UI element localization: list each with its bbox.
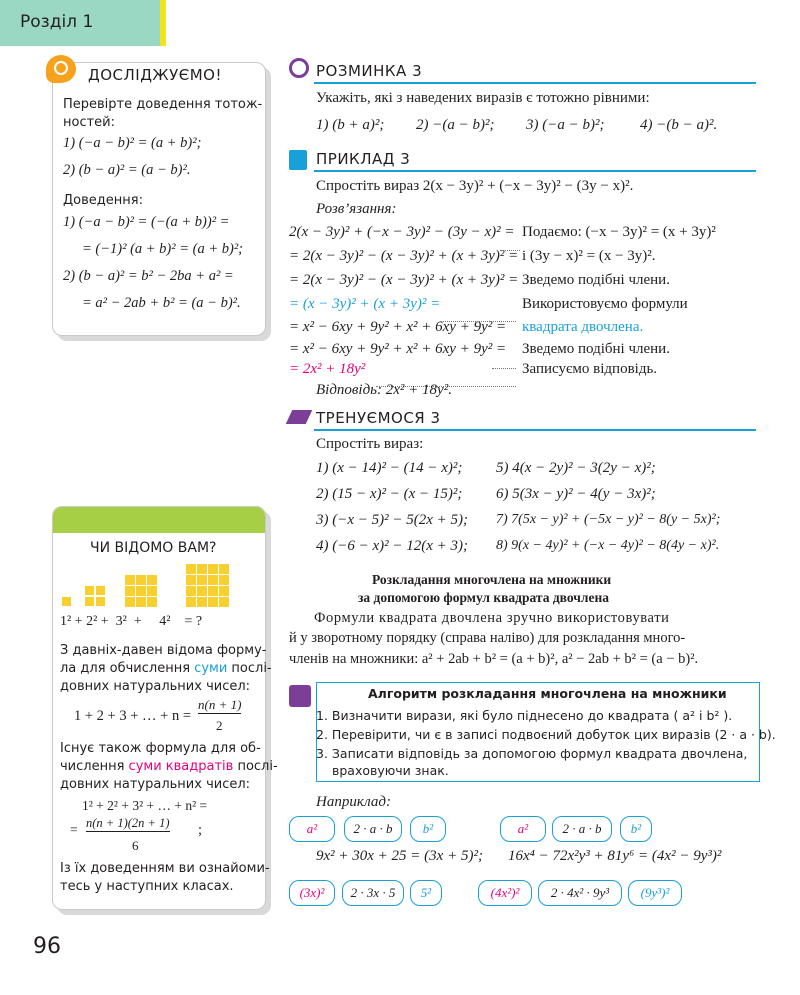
training-item-7: 7) 7(5x − y)² + (−5x − y)² − 8(y − 5x)²; — [496, 512, 721, 527]
warmup-item-2: 2) −(a − b)²; — [416, 117, 495, 133]
explore-proof-1b: = (−1)² (a + b)² = (a + b)²; — [82, 241, 244, 257]
dyk-line-3: довних натуральних чисел: — [60, 679, 251, 694]
pencil-icon — [286, 410, 313, 424]
dyk-line-6: довних натуральних чисел: — [60, 777, 251, 792]
training-item-8: 8) 9(x − 4y)² + (−x − 4y)² − 8(4y − x)². — [496, 538, 720, 553]
warmup-item-3: 3) (−a − b)²; — [526, 117, 605, 133]
solution-note-1: Подаємо: (−x − 3y)² = (x + 3y)² — [522, 224, 716, 240]
factoring-heading-1: Розкладання многочлена на множники — [372, 572, 612, 587]
sq-formula-semicolon: ; — [198, 822, 203, 838]
bubble-bottom-1b: 2 · 3x · 5 — [342, 880, 404, 906]
warmup-item-4: 4) −(b − a)². — [640, 117, 718, 133]
bubble-bottom-2c: (9y³)² — [628, 880, 682, 906]
example-solution-label: Розв’язання: — [316, 201, 397, 217]
section-tab-label: Розділ 1 — [20, 12, 94, 32]
dyk-line-7: Із їх доведенням ви ознайоми- — [60, 861, 270, 876]
warmup-task: Укажіть, які з наведених виразів є тотожно рівними: — [316, 90, 650, 106]
training-task: Спростіть вираз: — [316, 436, 424, 452]
training-divider — [314, 429, 756, 431]
gear-icon — [289, 58, 309, 78]
solution-line-1: 2(x − 3y)² + (−x − 3y)² − (3y − x)² = — [289, 224, 515, 240]
flowchart-icon — [289, 685, 311, 707]
training-item-6: 6) 5(3x − y)² − 4(y − 3x)²; — [496, 486, 656, 502]
dyk-line-5: числення суми квадратів послі- — [60, 759, 278, 774]
algorithm-step-1: 1. Визначити вирази, які було піднесено до квадрата ( a² і b² ). — [316, 708, 733, 723]
solution-note-5: квадрата двочлена. — [522, 319, 644, 335]
dyk-line-8: тесь у наступних класах. — [60, 879, 234, 894]
explore-proof-label: Доведення: — [63, 193, 143, 208]
training-title: ТРЕНУЄМОСЯ 3 — [316, 409, 441, 427]
section-tab-accent — [160, 0, 166, 46]
squares-formula: 1² + 2² + 3² + 4² = ? — [60, 614, 203, 629]
square-3 — [124, 574, 157, 607]
explore-title: ДОСЛІДЖУЄМО! — [88, 66, 222, 84]
factoring-p1: Формули квадрата двочлена зручно використовувати — [314, 610, 670, 626]
document-icon — [289, 150, 307, 170]
warmup-title: РОЗМИНКА 3 — [316, 62, 423, 80]
factoring-heading-2: за допомогою формул квадрата двочлена — [358, 590, 609, 605]
training-item-3: 3) (−x − 5)² − 5(2x + 5); — [316, 512, 469, 528]
solution-line-5: = x² − 6xy + 9y² + x² + 6xy + 9y² = — [289, 319, 507, 335]
bubble-top-1b: 2 · a · b — [344, 816, 402, 842]
training-item-1: 1) (x − 14)² − (14 − x)²; — [316, 460, 463, 476]
solution-note-3: Зведемо подібні члени. — [522, 272, 670, 288]
example-divider — [314, 170, 756, 172]
bubble-bottom-1a: (3x)² — [289, 880, 335, 906]
solution-note-7: Записуємо відповідь. — [522, 361, 658, 377]
page-number: 96 — [33, 934, 61, 959]
explore-intro-2: ностей: — [63, 115, 115, 130]
dyk-line-1: З давніх-давен відома форму- — [60, 643, 267, 658]
factoring-p2: й у зворотному порядку (справа наліво) для розкладання много- — [289, 630, 686, 646]
solution-note-6: Зведемо подібні члени. — [522, 341, 670, 357]
dots-1 — [500, 238, 520, 256]
did-you-know-title: ЧИ ВІДОМО ВАМ? — [90, 540, 217, 556]
sq-formula: 1² + 2² + 3² + … + n² = — [82, 798, 208, 813]
dots-3 — [492, 356, 516, 374]
algorithm-step-3b: враховуючи знак. — [332, 763, 449, 778]
bubble-bottom-2b: 2 · 4x² · 9y³ — [538, 880, 622, 906]
factoring-p3: членів на множники: a² + 2ab + b² = (a + b)², a² − 2ab + b² = (a − b)². — [289, 651, 699, 667]
training-item-4: 4) (−6 − x)² − 12(x + 3); — [316, 538, 469, 554]
example-answer: Відповідь: 2x² + 18y². — [316, 382, 452, 398]
explore-identity-1: 1) (−a − b)² = (a + b)²; — [63, 135, 202, 151]
example-title: ПРИКЛАД 3 — [316, 150, 411, 168]
algorithm-title: Алгоритм розкладання многочлена на множники — [368, 686, 727, 701]
warmup-item-1: 1) (b + a)²; — [316, 117, 385, 133]
solution-line-3: = 2(x − 3y)² − (x − 3y)² + (x + 3y)² = — [289, 272, 519, 288]
square-2 — [84, 585, 106, 607]
explore-intro-1: Перевірте доведення тотож- — [63, 97, 263, 112]
for-example-label: Наприклад: — [316, 794, 391, 810]
bubble-bottom-2a: (4x²)² — [478, 880, 532, 906]
dyk-line-4: Існує також формула для об- — [60, 741, 261, 756]
explore-proof-2b: = a² − 2ab + b² = (a − b)². — [82, 295, 241, 311]
example-expression-2: 16x⁴ − 72x²y³ + 81y⁶ = (4x² − 9y³)² — [508, 848, 722, 864]
dyk-line-2: ла для обчислення суми послі- — [60, 661, 272, 676]
square-1 — [62, 597, 71, 606]
explore-proof-1a: 1) (−a − b)² = (−(a + b))² = — [63, 214, 230, 230]
solution-note-4: Використовуємо формули — [522, 296, 688, 312]
square-4 — [185, 563, 229, 607]
warmup-divider — [314, 82, 756, 84]
sq-formula-denominator: 6 — [132, 838, 139, 853]
bubble-bottom-1c: 5² — [410, 880, 442, 906]
solution-line-2: = 2(x − 3y)² − (x − 3y)² + (x + 3y)² = — [289, 248, 519, 264]
bubble-top-2a: a² — [500, 816, 546, 842]
bubble-top-1a: a² — [289, 816, 335, 842]
example-expression-1: 9x² + 30x + 25 = (3x + 5)²; — [316, 848, 483, 864]
explore-proof-2a: 2) (b − a)² = b² − 2ba + a² = — [63, 268, 234, 284]
example-task: Спростіть вираз 2(x − 3y)² + (−x − 3y)² − (3y − x)². — [316, 178, 634, 194]
sum-formula-numerator: n(n + 1) — [198, 697, 242, 712]
magnifier-lens-icon — [54, 61, 68, 75]
did-you-know-band — [53, 507, 265, 533]
solution-line-6: = x² − 6xy + 9y² + x² + 6xy + 9y² = — [289, 341, 507, 357]
sq-formula-numerator: n(n + 1)(2n + 1) — [86, 816, 170, 830]
explore-identity-2: 2) (b − a)² = (a − b)². — [63, 162, 191, 178]
bubble-top-1c: b² — [410, 816, 446, 842]
solution-note-2: і (3y − x)² = (x − 3y)². — [522, 248, 656, 264]
bubble-top-2c: b² — [620, 816, 652, 842]
algorithm-step-2: 2. Перевірити, чи є в записі подвоєний добуток цих виразів (2 · a · b). — [316, 727, 776, 742]
sq-formula-equals: = — [70, 822, 78, 837]
sum-formula: 1 + 2 + 3 + … + n = — [74, 708, 192, 724]
training-item-5: 5) 4(x − 2y)² − 3(2y − x)²; — [496, 460, 656, 476]
solution-line-7: = 2x² + 18y² — [289, 361, 366, 377]
sum-formula-denominator: 2 — [216, 718, 223, 733]
solution-line-4: = (x − 3y)² + (x + 3y)² = — [289, 296, 441, 312]
bubble-top-2b: 2 · a · b — [552, 816, 612, 842]
dots-2 — [440, 309, 516, 327]
training-item-2: 2) (15 − x)² − (x − 15)²; — [316, 486, 463, 502]
algorithm-step-3a: 3. Записати відповідь за допомогою формул квадрата двочлена, — [316, 746, 748, 761]
